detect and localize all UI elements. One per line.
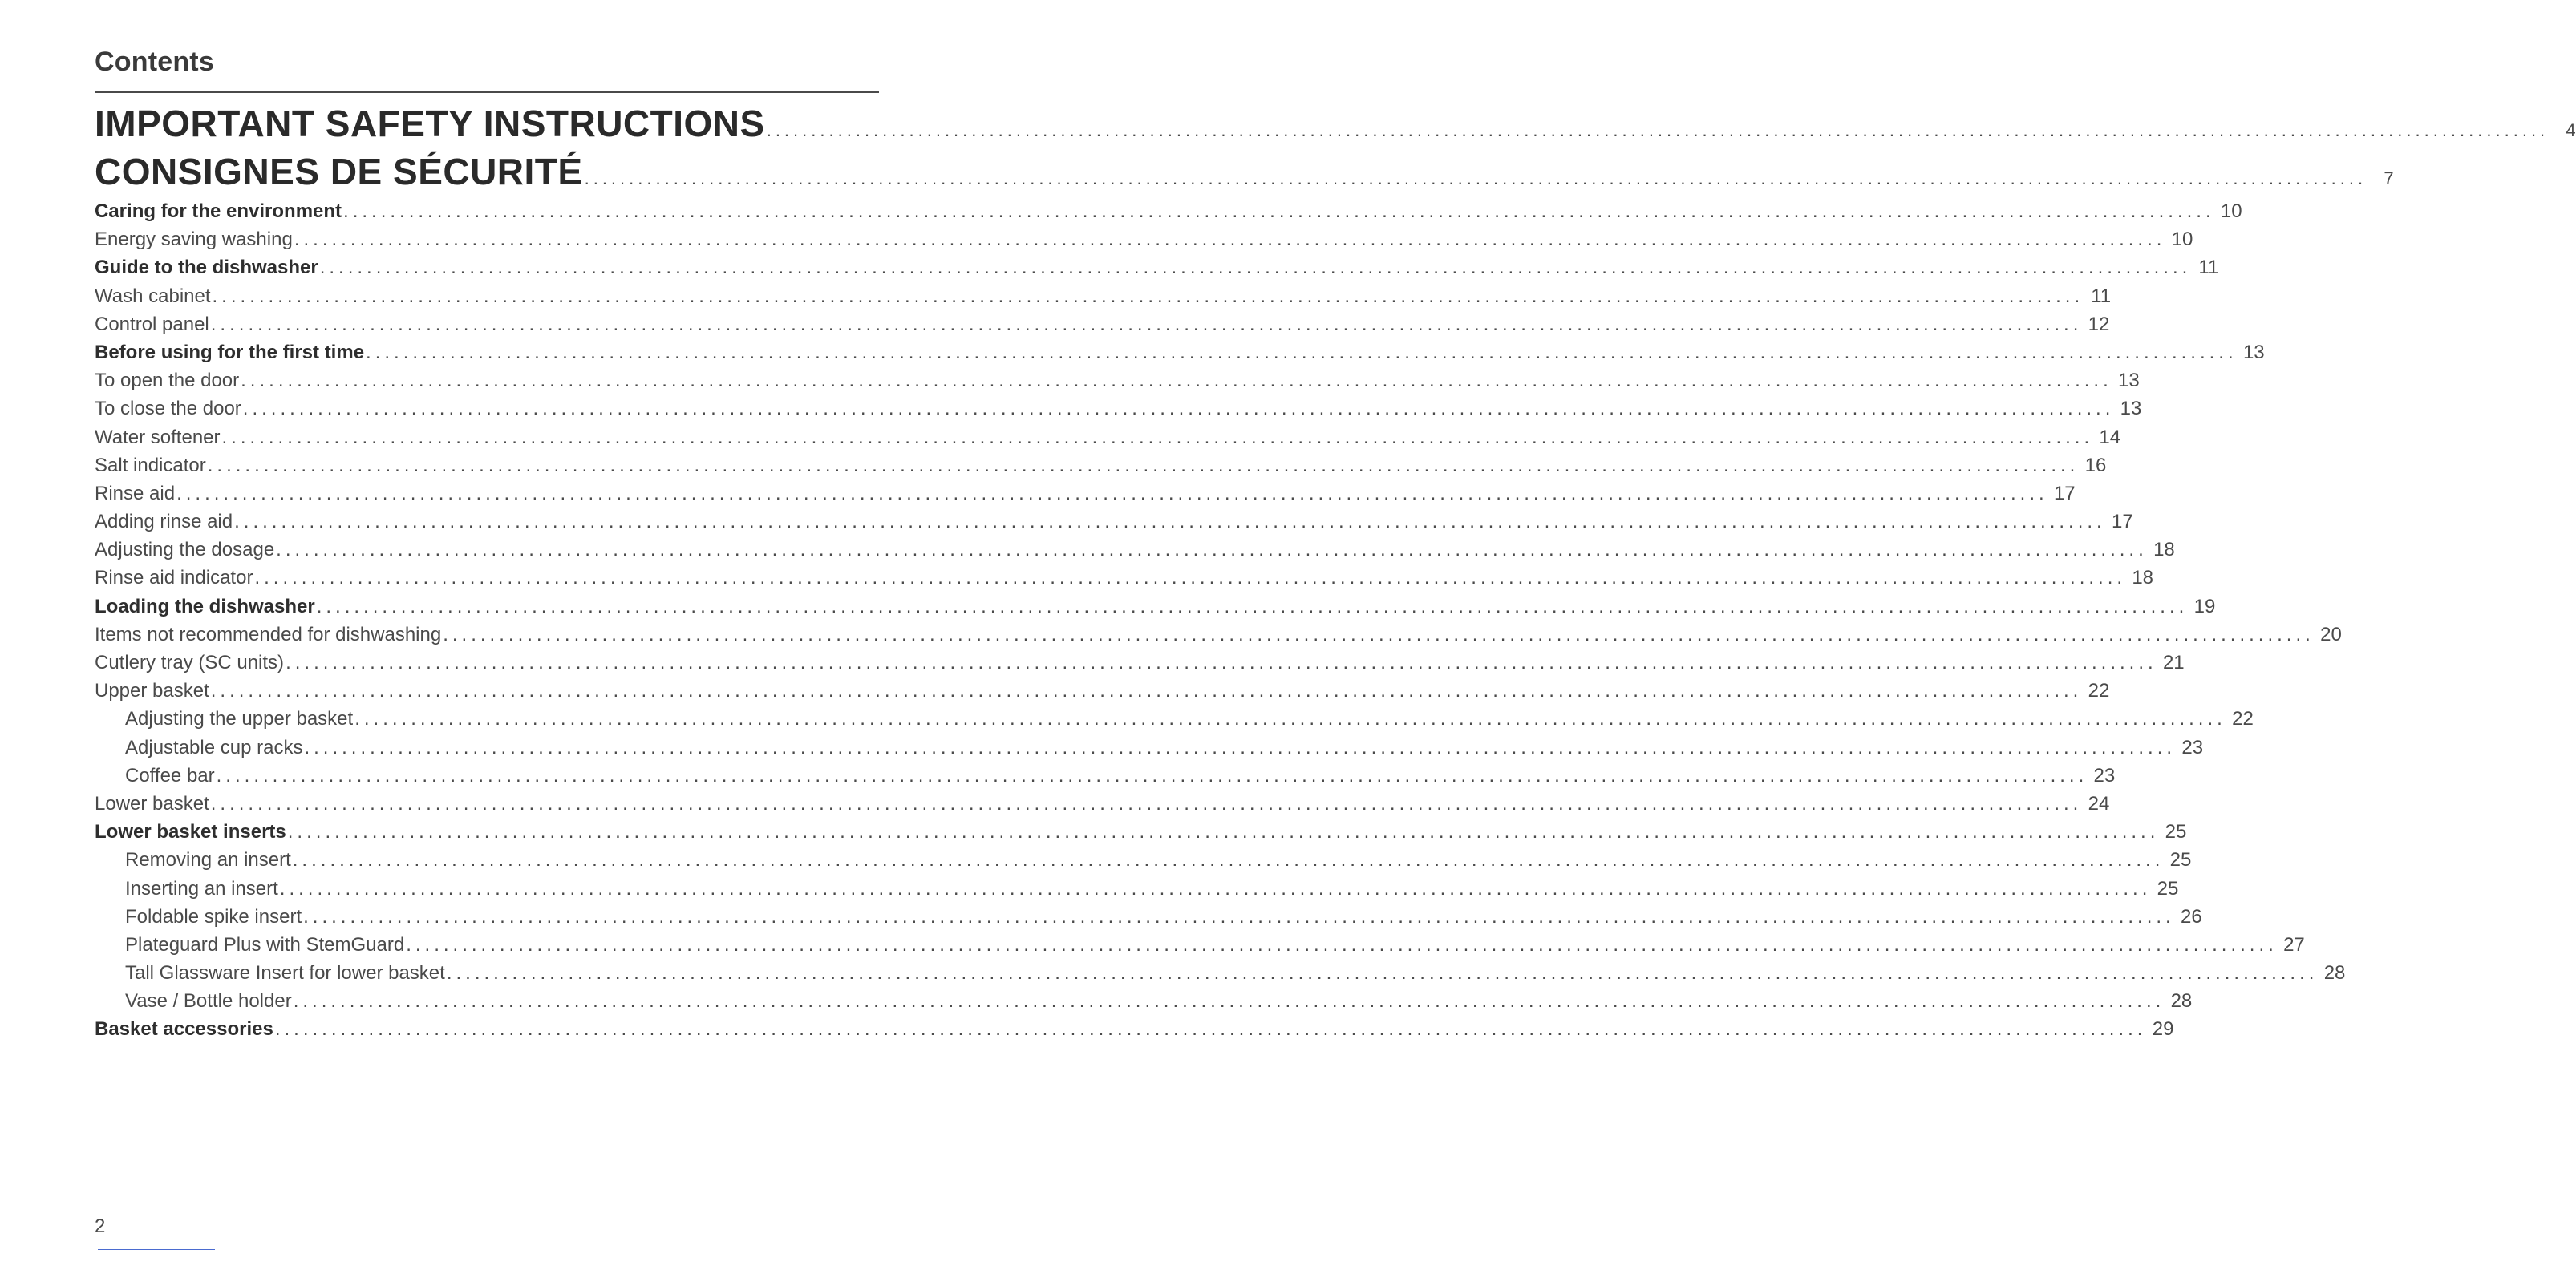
toc-entry-label: Before using for the first time <box>95 341 365 363</box>
toc-entry-page: 10 <box>2220 200 2242 222</box>
toc-dot-leader: ........................................................................................................................................................................................................ <box>366 341 2238 363</box>
toc-dot-leader: ........................................................................................................................................................................................................ <box>210 792 2083 815</box>
toc-entry-page: 14 <box>2099 426 2121 448</box>
toc-entry-label: IMPORTANT SAFETY INSTRUCTIONS <box>95 103 765 144</box>
page-number: 2 <box>95 1215 106 1237</box>
toc-entry[interactable] <box>95 1015 2174 1043</box>
toc-entry-label: Tall Glassware Insert for lower basket <box>125 962 445 985</box>
toc-entry[interactable] <box>95 366 2140 394</box>
toc-entry-label: Rinse aid <box>95 482 176 504</box>
toc-entry-page: 25 <box>2165 821 2187 843</box>
toc-entry-label: Loading the dishwasher <box>95 595 315 617</box>
toc-entry-page: 12 <box>2088 313 2110 335</box>
toc-entry-label: Lower basket inserts <box>95 821 286 843</box>
toc-dot-leader: ........................................................................................................................................................................................................ <box>319 257 2192 279</box>
toc-entry-page: 18 <box>2153 539 2175 561</box>
toc-entry-page: 21 <box>2162 652 2185 673</box>
toc-entry-label: Adjustable cup racks <box>125 736 303 758</box>
toc-dot-leader: ........................................................................................................................................................................................................ <box>176 482 2048 504</box>
toc-dot-leader: ........................................................................................................................................................................................................ <box>304 736 2177 758</box>
toc-entry-page: 22 <box>2088 680 2110 702</box>
toc-entry[interactable] <box>95 564 2154 592</box>
toc-entry-label: Water softener <box>95 426 221 448</box>
toc-entry-label: Energy saving washing <box>95 229 293 251</box>
toc-entry-page: 4 <box>2566 120 2576 140</box>
table-of-contents <box>95 99 2576 1044</box>
toc-entry-label: Guide to the dishwasher <box>95 257 318 279</box>
toc-entry[interactable] <box>95 987 2193 1015</box>
toc-entry-label: Vase / Bottle holder <box>125 990 292 1013</box>
toc-entry-page: 16 <box>2084 454 2107 476</box>
toc-entry[interactable] <box>95 959 2346 987</box>
toc-entry[interactable] <box>95 99 2576 148</box>
toc-entry[interactable] <box>95 846 2192 874</box>
toc-entry-label: Plateguard Plus with StemGuard <box>125 933 405 956</box>
toc-dot-leader: ........................................................................................................................................................................................................ <box>584 168 2367 188</box>
toc-entry[interactable] <box>95 875 2179 903</box>
toc-entry[interactable] <box>95 536 2175 564</box>
toc-entry-label: Inserting an insert <box>125 877 278 900</box>
toc-dot-leader: ........................................................................................................................................................................................................ <box>216 764 2088 787</box>
toc-dot-leader: ........................................................................................................................................................................................................ <box>292 849 2165 872</box>
toc-entry-page: 26 <box>2181 905 2202 928</box>
toc-entry-label: Control panel <box>95 313 209 335</box>
toc-entry[interactable] <box>95 197 2242 225</box>
toc-entry[interactable] <box>95 705 2254 733</box>
toc-entry[interactable] <box>95 451 2107 479</box>
toc-dot-leader: ........................................................................................................................................................................................................ <box>293 990 2165 1013</box>
toc-entry-label: Adding rinse aid <box>95 511 233 533</box>
toc-entry-label: Adjusting the dosage <box>95 539 275 561</box>
toc-entry[interactable] <box>95 338 2265 366</box>
toc-entry[interactable] <box>95 423 2121 451</box>
toc-entry-page: 27 <box>2283 933 2305 956</box>
toc-dot-leader: ........................................................................................................................................................................................................ <box>207 454 2080 476</box>
toc-dot-leader: ........................................................................................................................................................................................................ <box>354 708 2226 730</box>
toc-entry-page: 17 <box>2112 511 2133 533</box>
toc-entry-page: 19 <box>2193 595 2216 617</box>
toc-entry-page: 22 <box>2232 708 2254 730</box>
toc-entry[interactable] <box>95 818 2187 846</box>
toc-entry-label: Caring for the environment <box>95 200 342 222</box>
toc-dot-leader: ........................................................................................................................................................................................................ <box>210 313 2083 335</box>
toc-dot-leader: ........................................................................................................................................................................................................ <box>242 398 2115 420</box>
heading-divider <box>95 91 879 93</box>
toc-entry-label: Foldable spike insert <box>125 905 302 928</box>
toc-entry-page: 28 <box>2170 990 2193 1013</box>
toc-entry[interactable] <box>95 394 2142 423</box>
toc-entry[interactable] <box>95 677 2110 705</box>
toc-entry-label: Upper basket <box>95 680 209 702</box>
toc-entry-label: Removing an insert <box>125 849 291 872</box>
toc-entry[interactable] <box>95 931 2305 959</box>
toc-dot-leader: ........................................................................................................................................................................................................ <box>286 652 2157 673</box>
toc-entry[interactable] <box>95 649 2185 677</box>
toc-entry[interactable] <box>95 903 2202 931</box>
page-title: Contents <box>95 47 214 77</box>
toc-entry-page: 25 <box>2157 877 2179 900</box>
toc-entry[interactable] <box>95 479 2076 508</box>
footer-divider <box>98 1249 215 1250</box>
toc-entry[interactable] <box>95 282 2112 310</box>
toc-entry[interactable] <box>95 225 2193 253</box>
toc-entry-page: 11 <box>2198 257 2219 279</box>
toc-entry-label: Cutlery tray (SC units) <box>95 652 285 673</box>
toc-entry[interactable] <box>95 762 2116 790</box>
toc-entry-page: 13 <box>2242 341 2265 363</box>
toc-entry[interactable] <box>95 253 2219 281</box>
toc-entry-page: 23 <box>2181 736 2204 758</box>
toc-entry-label: To close the door <box>95 398 241 420</box>
toc-entry-page: 29 <box>2152 1018 2174 1041</box>
toc-dot-leader: ........................................................................................................................................................................................................ <box>241 370 2112 392</box>
toc-entry-label: Coffee bar <box>125 764 215 787</box>
toc-entry[interactable] <box>95 310 2110 338</box>
toc-entry-label: CONSIGNES DE SÉCURITÉ <box>95 151 583 192</box>
toc-dot-leader: ........................................................................................................................................................................................................ <box>343 200 2215 222</box>
toc-dot-leader: ........................................................................................................................................................................................................ <box>254 567 2127 589</box>
toc-entry-label: Adjusting the upper basket <box>125 708 354 730</box>
toc-dot-leader: ........................................................................................................................................................................................................ <box>766 120 2550 140</box>
toc-entry-label: To open the door <box>95 370 240 392</box>
toc-dot-leader: ........................................................................................................................................................................................................ <box>406 933 2278 956</box>
toc-entry-page: 24 <box>2088 792 2110 815</box>
toc-entry-page: 10 <box>2171 229 2193 251</box>
toc-entry[interactable] <box>95 508 2133 536</box>
toc-entry-page: 23 <box>2093 764 2116 787</box>
toc-entry[interactable] <box>95 621 2342 649</box>
toc-dot-leader: ........................................................................................................................................................................................................ <box>287 821 2160 843</box>
toc-entry-label: Basket accessories <box>95 1018 273 1041</box>
toc-dot-leader: ........................................................................................................................................................................................................ <box>210 680 2083 702</box>
toc-entry[interactable] <box>95 790 2110 818</box>
toc-entry[interactable] <box>95 593 2216 621</box>
toc-entry-label: Wash cabinet <box>95 285 211 307</box>
toc-dot-leader: ........................................................................................................................................................................................................ <box>303 905 2175 928</box>
toc-dot-leader: ........................................................................................................................................................................................................ <box>212 285 2084 307</box>
toc-entry-page: 20 <box>2320 623 2342 645</box>
toc-dot-leader: ........................................................................................................................................................................................................ <box>443 623 2315 645</box>
toc-entry-page: 28 <box>2323 962 2346 985</box>
toc-dot-leader: ........................................................................................................................................................................................................ <box>316 595 2189 617</box>
toc-dot-leader: ........................................................................................................................................................................................................ <box>446 962 2319 985</box>
toc-entry[interactable] <box>95 148 2395 196</box>
toc-entry-label: Salt indicator <box>95 454 206 476</box>
toc-entry-page: 11 <box>2091 285 2112 307</box>
toc-entry-page: 13 <box>2118 370 2140 392</box>
toc-dot-leader: ........................................................................................................................................................................................................ <box>274 1018 2147 1041</box>
toc-entry-page: 17 <box>2053 482 2076 504</box>
toc-entry-label: Rinse aid indicator <box>95 567 253 589</box>
toc-entry-page: 13 <box>2120 398 2142 420</box>
toc-dot-leader: ........................................................................................................................................................................................................ <box>294 229 2166 251</box>
toc-entry-page: 18 <box>2132 567 2154 589</box>
toc-dot-leader: ........................................................................................................................................................................................................ <box>279 877 2152 900</box>
toc-entry[interactable] <box>95 734 2204 762</box>
toc-entry-label: Lower basket <box>95 792 209 815</box>
toc-entry-page: 25 <box>2169 849 2192 872</box>
toc-dot-leader: ........................................................................................................................................................................................................ <box>221 426 2094 448</box>
toc-dot-leader: ........................................................................................................................................................................................................ <box>276 539 2148 561</box>
toc-entry-label: Items not recommended for dishwashing <box>95 623 442 645</box>
toc-entry-page: 7 <box>2384 168 2395 188</box>
toc-dot-leader: ........................................................................................................................................................................................................ <box>234 511 2106 533</box>
